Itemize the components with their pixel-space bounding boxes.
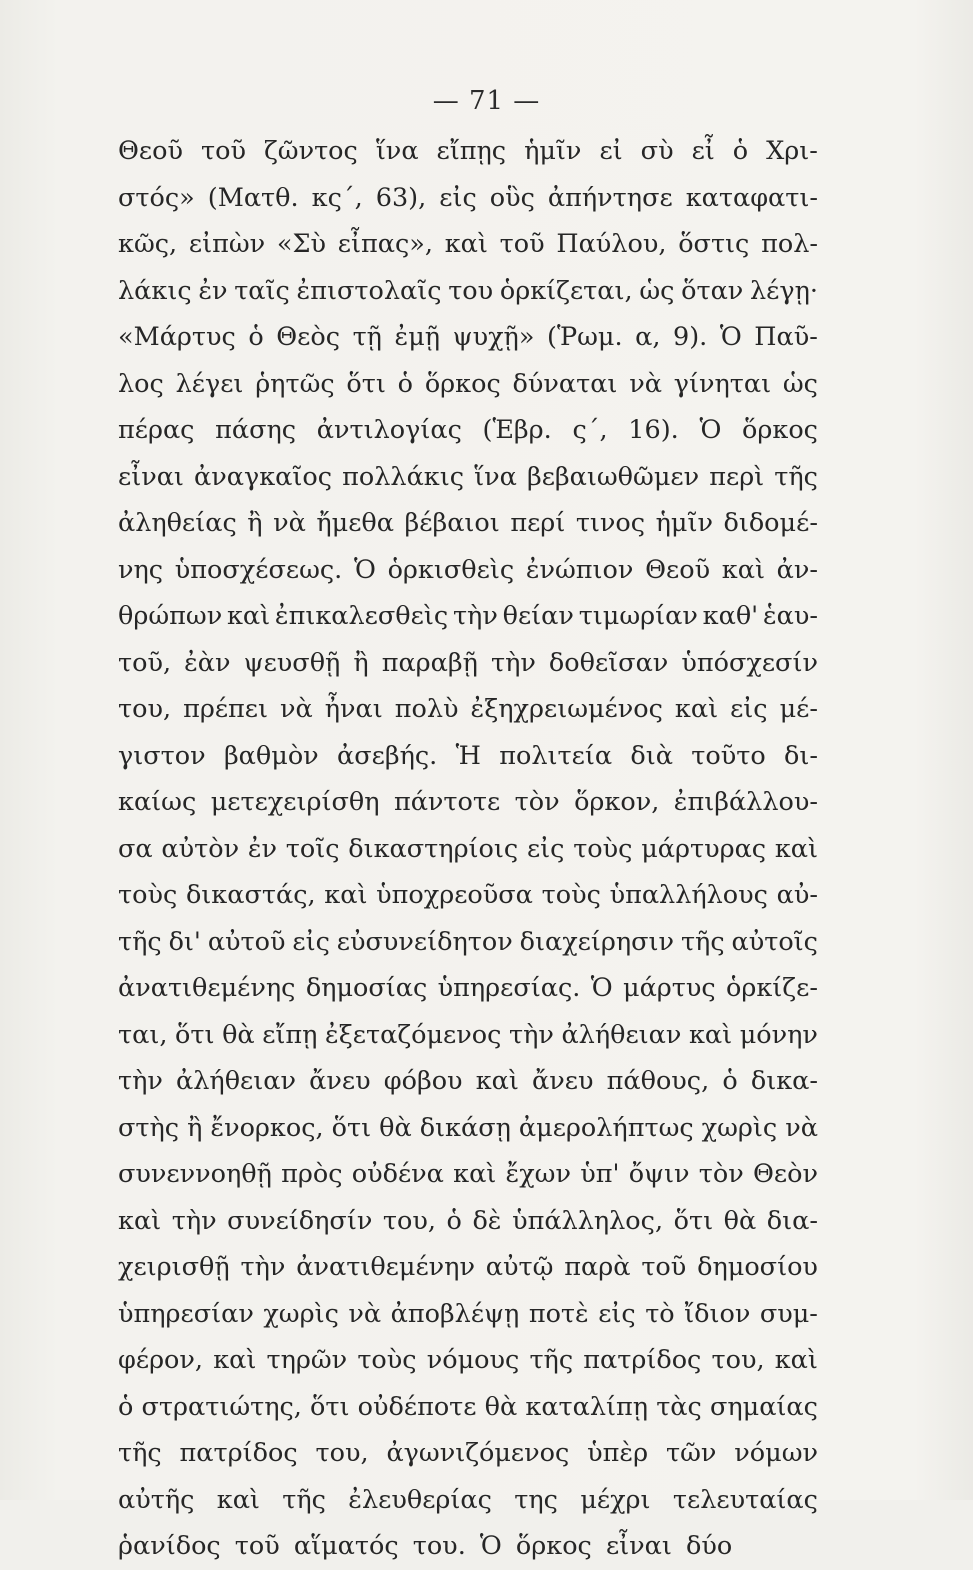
word: τὴν: [171, 1205, 217, 1236]
word: Ὁ: [590, 973, 613, 1003]
word: θρώπων: [118, 601, 223, 631]
word: τοῦ: [200, 136, 246, 166]
word: χειρισθῇ: [118, 1252, 230, 1282]
word: δημοσίας: [305, 973, 428, 1003]
word: νὰ: [280, 694, 313, 724]
word: λέγῃ·: [750, 275, 818, 306]
word: τοὺς: [573, 833, 633, 864]
word: νὰ: [273, 508, 306, 538]
word: ὅταν: [681, 275, 744, 306]
word: τῆς: [774, 461, 818, 492]
word: τελευταίας: [672, 1484, 818, 1515]
word: κῶς,: [118, 229, 178, 259]
word: πρὸς: [281, 1159, 343, 1189]
word: (Ἑβρ.: [482, 415, 552, 445]
text-line: [118, 1430, 818, 1477]
word: ἵνα: [375, 136, 419, 166]
word: ὑπάλληλος,: [512, 1205, 664, 1236]
word: αὐτὸν: [161, 833, 240, 864]
text-line: [118, 407, 818, 454]
word: καὶ: [688, 1019, 733, 1050]
word: ἐξεταζόμενος: [325, 1019, 502, 1050]
word: ἐν: [198, 275, 228, 306]
word: τινος: [575, 508, 646, 538]
word: εἰς: [292, 926, 330, 957]
word: πάσης: [215, 415, 297, 445]
word: ἡμῖν: [524, 136, 582, 166]
word: ὅρκος: [742, 415, 818, 445]
word: γίνηται: [673, 368, 772, 399]
page-number: — 71 —: [432, 86, 541, 116]
word: ἔνορκος,: [210, 1112, 324, 1143]
word: διὰ: [630, 740, 673, 771]
word: παραβῇ: [381, 647, 478, 678]
word: ἵνα: [474, 461, 517, 492]
word: Παῦ-: [754, 322, 818, 352]
word: ἀνατιθεμένης: [118, 973, 296, 1003]
word: μάρτυς: [623, 973, 716, 1003]
word: εἰ: [599, 136, 623, 166]
word: ἄνευ: [309, 1066, 371, 1096]
word: ἀλήθειαν: [561, 1019, 682, 1050]
word: ψευσθῇ: [243, 647, 341, 678]
word: διδομέ-: [723, 508, 818, 538]
word: νόμων: [734, 1438, 818, 1468]
word: τῆς: [529, 1345, 574, 1375]
word: ὁ: [397, 368, 414, 399]
text-line: [118, 1384, 818, 1431]
body-text: [118, 128, 818, 1570]
word: του,: [118, 694, 172, 724]
word: τῆς: [118, 1438, 162, 1468]
word: στὴς: [118, 1112, 180, 1143]
word: πάντοτε: [393, 787, 501, 817]
word: ἄνευ: [532, 1066, 594, 1096]
word: δοθεῖσαν: [548, 647, 669, 678]
word: ὁ: [732, 136, 749, 166]
word: τοῦτο: [691, 740, 766, 771]
word: τὴν: [452, 601, 498, 631]
word: πρέπει: [183, 694, 269, 724]
word: ἐν: [247, 833, 278, 864]
word: τὴν: [118, 1066, 163, 1096]
word: τηρῶν: [266, 1345, 348, 1375]
word: Χρι-: [766, 136, 818, 166]
word: τοὺς: [357, 1345, 417, 1375]
word: σα: [118, 833, 153, 864]
word: Ἡ: [455, 740, 481, 771]
word: οὐδένα: [351, 1159, 444, 1189]
word: θείαν: [502, 601, 574, 631]
word: (Ῥωμ.: [547, 322, 623, 352]
word: ὡς: [782, 368, 818, 399]
word: εἰς: [439, 182, 477, 213]
text-line: [118, 640, 818, 687]
word: εἰπὼν: [188, 229, 266, 259]
word: οὐδέποτε: [357, 1391, 477, 1422]
word: ὁρκισθεὶς: [387, 554, 515, 585]
word: χωρὶς: [263, 1298, 339, 1329]
word: ἀπήντησε: [547, 182, 673, 213]
word: ὁρκίζε-: [726, 973, 818, 1003]
word: καὶ: [324, 880, 368, 910]
word: τὴν: [508, 1019, 554, 1050]
word: ἢ: [353, 647, 369, 678]
word: καὶ: [475, 1066, 519, 1096]
word: ὅτι: [310, 1391, 350, 1422]
word: αὐτῆς: [118, 1484, 195, 1515]
text-line: [118, 826, 818, 873]
word: μέ-: [779, 694, 818, 724]
word: ἐπιστολαῖς: [296, 275, 442, 306]
text-line: [118, 547, 818, 594]
word: της: [514, 1484, 558, 1515]
word: ἀνατιθεμένην: [296, 1252, 475, 1282]
text-line: [118, 593, 818, 640]
word: βαθμὸν: [223, 740, 319, 771]
word: γιστον: [118, 740, 206, 771]
word: ἐὰν: [184, 647, 231, 678]
text-line: [118, 128, 818, 175]
word: αὐτοῦ: [207, 926, 286, 957]
word: ἀμερολήπτως: [518, 1112, 694, 1143]
word: λος: [118, 368, 164, 399]
word: ἀλήθειαν: [176, 1066, 296, 1096]
word: τὰς: [656, 1391, 702, 1422]
word: Ὁ: [719, 322, 742, 352]
word: ὑποσχέσεως.: [174, 554, 343, 585]
word: ἀποβλέψῃ: [390, 1298, 520, 1329]
word: καθ': [702, 601, 759, 631]
word: του,: [711, 1345, 765, 1375]
word: δικάσῃ: [419, 1112, 511, 1143]
word: νὰ: [629, 368, 662, 399]
word: ἐπικαλεσθεὶς: [274, 601, 449, 631]
text-line: [118, 454, 818, 501]
text-line: [118, 268, 818, 315]
word: λέγει: [175, 368, 244, 399]
word: μόνην: [739, 1019, 818, 1050]
text-line: [118, 1058, 818, 1105]
word: τὸν: [514, 787, 560, 817]
word: Θεοῦ: [645, 554, 711, 585]
word: τοῦ: [499, 229, 545, 259]
word: ὅρκον,: [574, 787, 660, 817]
word: δι-: [784, 740, 818, 771]
word: πολλάκις: [342, 461, 465, 492]
word: νης: [118, 554, 164, 585]
word: ται,: [118, 1019, 168, 1050]
word: «Σὺ: [276, 229, 327, 259]
word: τὴν: [240, 1252, 286, 1282]
word: ἐλευθερίας: [348, 1484, 492, 1515]
word: τῇ: [352, 322, 382, 352]
word: σὺ: [640, 136, 674, 166]
word: ς΄,: [572, 415, 608, 445]
word: καίως: [118, 787, 197, 817]
word: μάρτυρας: [641, 833, 767, 864]
word: Θεὸς: [276, 322, 341, 352]
word: ὑπ': [580, 1159, 620, 1189]
word: τὸ: [645, 1298, 675, 1329]
text-line: [118, 965, 818, 1012]
word: α,: [635, 322, 661, 352]
word: συνεννοηθῇ: [118, 1159, 272, 1189]
word: ἀληθείας: [118, 508, 237, 538]
text-line: [118, 1012, 818, 1059]
word: εἰς: [730, 694, 768, 724]
word: πατρίδος: [179, 1438, 298, 1468]
word: τῆς: [118, 926, 162, 957]
word: ἴδιον: [684, 1298, 751, 1329]
text-line: [118, 221, 818, 268]
word: του,: [315, 1438, 369, 1468]
text-line: [118, 1198, 818, 1245]
word: μετεχειρίσθη: [210, 787, 380, 817]
text-line: [118, 1151, 818, 1198]
text-line: [118, 686, 818, 733]
word: καὶ: [453, 1159, 497, 1189]
text-line: [118, 919, 818, 966]
word: δια-: [766, 1205, 818, 1236]
word: καὶ: [213, 1345, 257, 1375]
word: πολιτεία: [499, 740, 613, 771]
word: καὶ: [721, 554, 765, 585]
word: στός»: [118, 182, 195, 213]
word: θὰ: [222, 1019, 255, 1050]
word: ἐνώπιον: [525, 554, 634, 585]
word: ἢ: [187, 1112, 203, 1143]
word: τῆς: [282, 1484, 326, 1515]
word: Ὁ: [353, 554, 376, 585]
word: καὶ: [444, 229, 488, 259]
text-line: [118, 779, 818, 826]
word: ὑπηρεσίας.: [437, 973, 581, 1003]
word: χωρὶς: [701, 1112, 778, 1143]
word: δι': [168, 926, 201, 957]
word: περὶ: [709, 461, 765, 492]
word: (Ματθ.: [207, 182, 299, 213]
word: εἴπῃ: [262, 1019, 318, 1050]
word: βέβαιοι: [404, 508, 500, 538]
text-line: [118, 175, 818, 222]
word: 16).: [628, 415, 679, 445]
word: ζῶντος: [263, 136, 358, 166]
word: Ὁ: [699, 415, 722, 445]
word: εἶ: [691, 136, 715, 166]
word: ἤμεθα: [316, 508, 394, 538]
word: δύναται: [512, 368, 618, 399]
word: θὰ: [379, 1112, 412, 1143]
word: ὅτι: [346, 368, 386, 399]
word: καὶ: [774, 1345, 818, 1375]
word: ἡμῖν: [655, 508, 713, 538]
word: ἐμῇ: [394, 322, 441, 352]
text-line: [118, 1244, 818, 1291]
word: ἀν-: [776, 554, 818, 585]
text-line: [118, 1291, 818, 1338]
word: ὅτι: [331, 1112, 372, 1143]
word: ὑπὲρ: [587, 1438, 649, 1468]
word: ὅτι: [673, 1205, 714, 1236]
word: ἀντιλογίας: [316, 415, 462, 445]
word: καταλίπῃ: [525, 1391, 649, 1422]
word: τοῦ: [641, 1252, 687, 1282]
word: ὅρκος: [424, 368, 501, 399]
text-line: [118, 361, 818, 408]
word: τὸν: [698, 1159, 744, 1189]
word: διαχείρησιν: [519, 926, 675, 957]
word: Θεὸν: [753, 1159, 818, 1189]
word: νὰ: [785, 1112, 818, 1143]
word: περί: [510, 508, 566, 538]
word: λάκις: [118, 275, 192, 306]
word: συνείδησίν: [227, 1205, 373, 1236]
word: ἐξηχρειωμένος: [470, 694, 663, 724]
word: ὑποχρεοῦσα: [376, 880, 533, 910]
word: εὐσυνείδητον: [336, 926, 513, 957]
word: εἶπας»,: [337, 229, 433, 259]
text-line: [118, 314, 818, 361]
word: φόβου: [383, 1066, 463, 1096]
word: καὶ: [674, 694, 719, 724]
word: θὰ: [484, 1391, 518, 1422]
word: ὁ: [118, 1391, 134, 1422]
word: νόμους: [426, 1345, 520, 1375]
word: ἐπιβάλλου-: [673, 787, 818, 817]
word: ὁ: [248, 322, 264, 352]
word: πέρας: [118, 415, 195, 445]
word: αὐτοῖς: [731, 926, 818, 957]
word: ἑαυ-: [762, 601, 818, 631]
word: ἀγωνιζόμενος: [386, 1438, 570, 1468]
word: ψυχῇ»: [452, 322, 535, 352]
word: Θεοῦ: [118, 136, 183, 166]
word: ῥητῶς: [255, 368, 335, 399]
word: ἀσεβής.: [337, 740, 438, 771]
text-line: [118, 733, 818, 780]
text-line: [118, 1337, 818, 1384]
word: πολ-: [761, 229, 818, 259]
word: ἔχων: [505, 1159, 571, 1189]
word: πολὺ: [394, 694, 459, 724]
word: ὅτι: [175, 1019, 215, 1050]
text-line: [118, 872, 818, 919]
word: τοῖς: [285, 833, 340, 864]
word: θὰ: [723, 1205, 757, 1236]
word: παρὰ: [564, 1252, 631, 1282]
word: ἀναγκαῖος: [194, 461, 333, 492]
text-line: [118, 500, 818, 547]
word: ἢ: [247, 508, 263, 538]
word: πατρίδος: [583, 1345, 702, 1375]
text-line-last: ῥανίδος τοῦ αἵματός του. Ὁ ὅρκος εἶναι δύο: [118, 1531, 733, 1561]
word: ὁ: [722, 1066, 738, 1096]
word: καὶ: [216, 1484, 260, 1515]
word: τὴν: [490, 647, 536, 678]
text-line: [118, 1105, 818, 1152]
word: εἰς: [598, 1298, 636, 1329]
word: βεβαιωθῶμεν: [526, 461, 700, 492]
word: του,: [382, 1205, 436, 1236]
word: ταῖς: [234, 275, 290, 306]
word: μέχρι: [580, 1484, 651, 1515]
word: ὁ: [446, 1205, 462, 1236]
word: 9).: [673, 322, 708, 352]
word: σημαίας: [709, 1391, 818, 1422]
word: ὑπαλλήλους: [609, 880, 768, 910]
word: αὐ-: [776, 880, 818, 910]
word: ὑπόσχεσίν: [681, 647, 818, 678]
word: δικα-: [750, 1066, 818, 1096]
word: καὶ: [118, 1205, 162, 1236]
word: Παύλου,: [556, 229, 667, 259]
word: στρατιώτης,: [141, 1391, 302, 1422]
word: τοὺς: [118, 880, 178, 910]
word: εἰς: [526, 833, 565, 864]
word: ποτὲ: [528, 1298, 589, 1329]
word: κς΄,: [311, 182, 363, 213]
word: καὶ: [774, 833, 818, 864]
word: τῆς: [680, 926, 725, 957]
word: ὑπηρεσίαν: [118, 1298, 254, 1329]
word: εἶναι: [118, 461, 184, 492]
word: τοῦ,: [118, 647, 172, 678]
word: εἴπῃς: [436, 136, 507, 166]
word: συμ-: [759, 1298, 818, 1329]
word: δὲ: [472, 1205, 502, 1236]
word: 63),: [375, 182, 427, 213]
word: οὓς: [489, 182, 535, 213]
word: δημοσίου: [697, 1252, 818, 1282]
word: τοὺς: [541, 880, 601, 910]
word: «Μάρτυς: [118, 322, 236, 352]
word: φέρον,: [118, 1345, 204, 1375]
word: ἦναι: [324, 694, 383, 724]
word: ὁρκίζεται,: [499, 275, 633, 306]
word: δικαστηρίοις: [348, 833, 519, 864]
word: ὡς: [639, 275, 675, 306]
word: του: [448, 275, 494, 306]
word: καὶ: [226, 601, 271, 631]
word: νὰ: [348, 1298, 382, 1329]
word: ὅστις: [678, 229, 750, 259]
word: καταφατι-: [685, 182, 818, 213]
word: ὄψιν: [628, 1159, 690, 1189]
word: πάθους,: [606, 1066, 710, 1096]
word: τιμωρίαν: [578, 601, 698, 631]
word: τῶν: [665, 1438, 717, 1468]
word: αὐτῷ: [485, 1252, 554, 1282]
word: δικαστάς,: [185, 880, 316, 910]
